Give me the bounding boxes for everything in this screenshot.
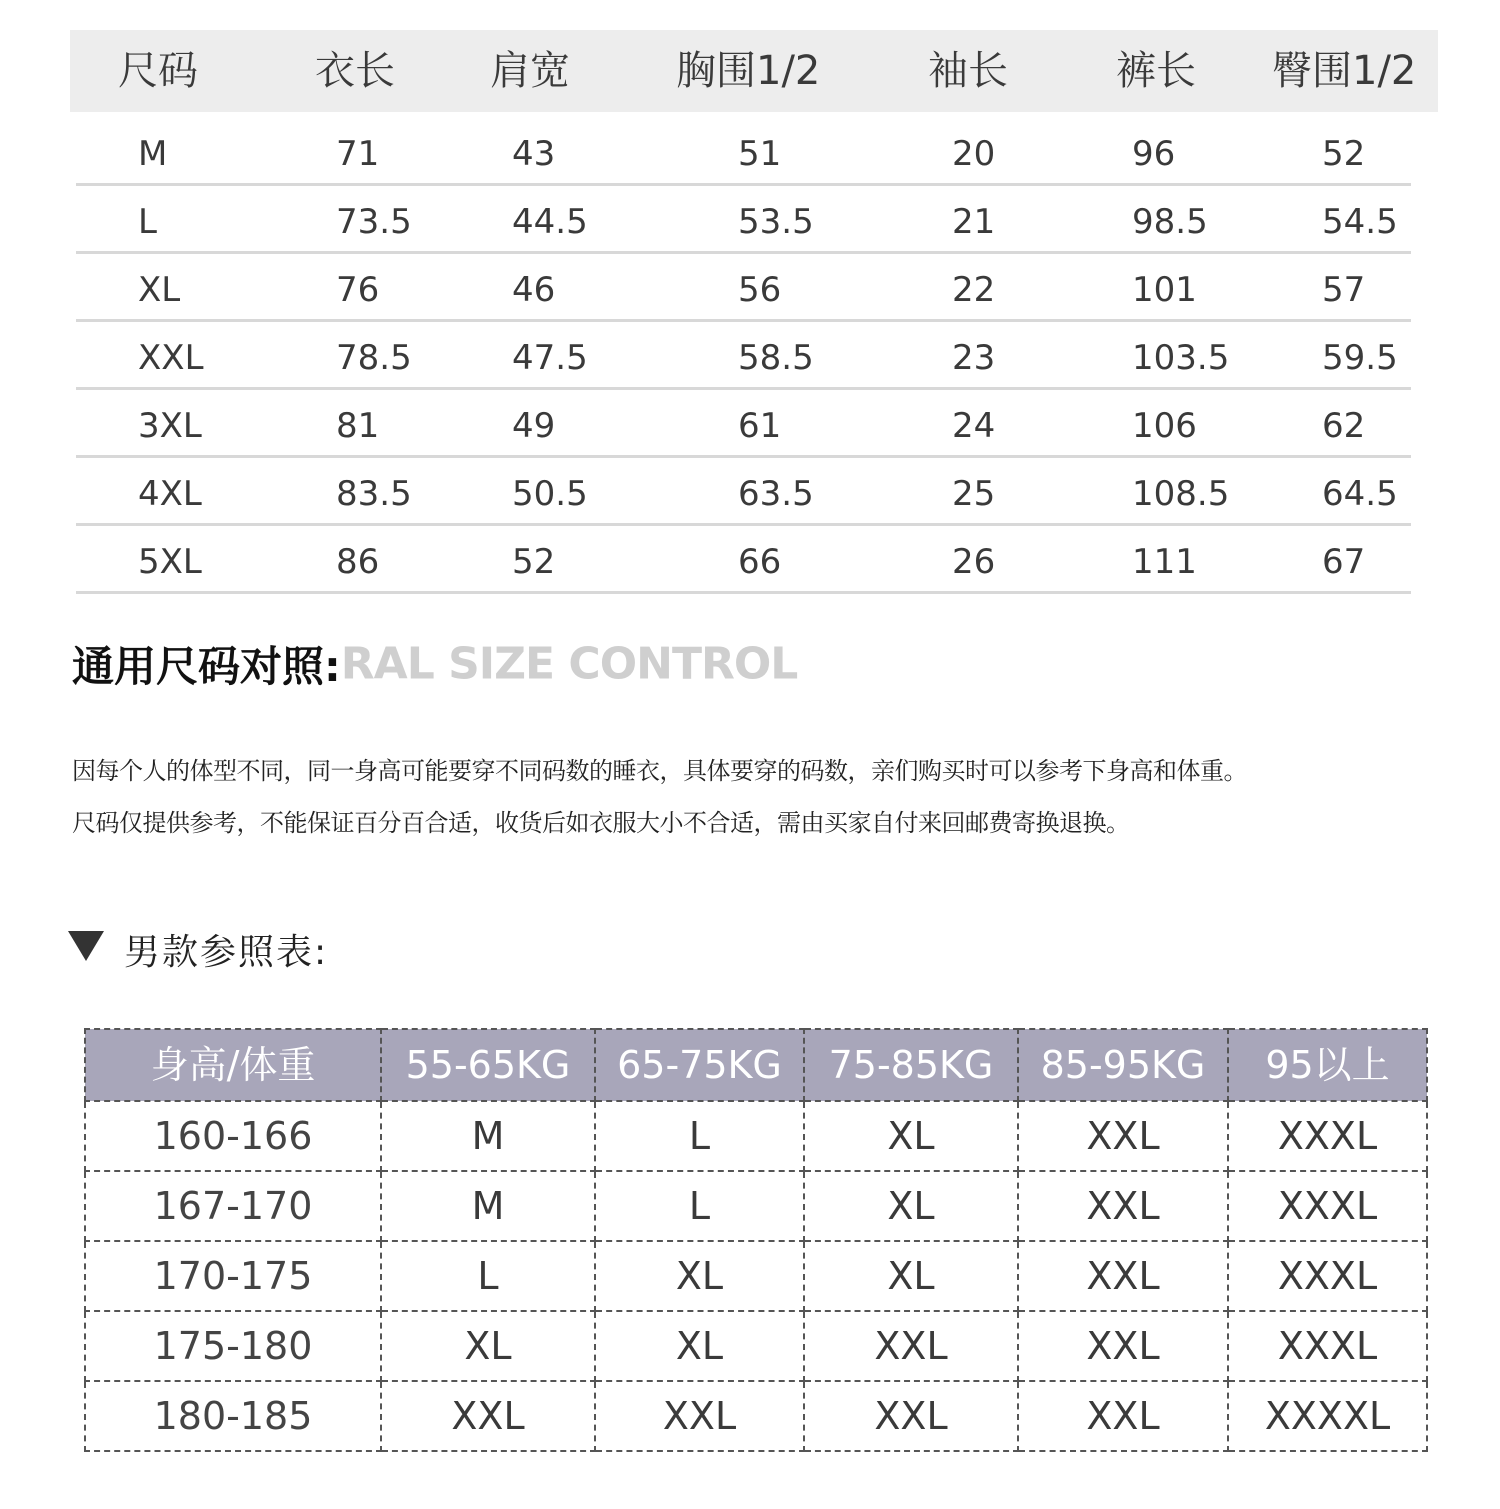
cell-size: XXL [381,1381,595,1451]
men-reference-label: 男款参照表: [124,932,329,973]
cell-height: 180-185 [85,1381,381,1451]
table-row [85,1241,1427,1311]
cell-half-hip: 67 [1322,542,1366,582]
note-line-2: 尺码仅提供参考，不能保证百分百合适，收货后如衣服大小不合适，需由买家自付来回邮费寄换退换。 [72,809,1130,837]
men-reference-heading [68,924,328,980]
cell-shoulder: 52 [512,542,556,582]
header-sleeve: 袖长 [928,48,1008,94]
triangle-down-icon [68,931,104,961]
cell-size: M [381,1101,595,1171]
cell-pants-length: 101 [1132,270,1197,310]
header-pants-length: 裤长 [1116,48,1196,94]
cell-size: L [595,1101,804,1171]
header-half-hip: 臀围1/2 [1272,48,1417,94]
cell-pants-length: 96 [1132,134,1176,174]
table-header-row [85,1029,1427,1101]
cell-size: 3XL [138,406,202,446]
cell-half-hip: 52 [1322,134,1366,174]
cell-length: 76 [336,270,380,310]
cell-size: XXXXL [1228,1381,1427,1451]
table-row [76,254,1411,322]
table-row [85,1311,1427,1381]
cell-shoulder: 44.5 [512,202,588,242]
cell-shoulder: 47.5 [512,338,588,378]
cell-sleeve: 23 [952,338,996,378]
cell-half-hip: 54.5 [1322,202,1398,242]
cell-size: XXL [1018,1171,1228,1241]
table-row [76,322,1411,390]
cell-size: L [138,202,157,242]
cell-size: 4XL [138,474,202,514]
cell-sleeve: 26 [952,542,996,582]
cell-half-chest: 63.5 [738,474,814,514]
cell-size: XXL [804,1381,1018,1451]
cell-pants-length: 108.5 [1132,474,1230,514]
cell-size: XL [804,1101,1018,1171]
header-size: 尺码 [118,48,198,94]
cell-size: XXL [595,1381,804,1451]
cell-half-chest: 53.5 [738,202,814,242]
cell-pants-length: 111 [1132,542,1197,582]
table-row [76,186,1411,254]
cell-size: XXXL [1228,1171,1427,1241]
table-row [85,1101,1427,1171]
header-height-weight: 身高/体重 [85,1029,381,1101]
table-row [85,1381,1427,1451]
table-row [85,1171,1427,1241]
cell-length: 73.5 [336,202,412,242]
cell-shoulder: 49 [512,406,556,446]
cell-size: XXL [1018,1311,1228,1381]
cell-half-chest: 58.5 [738,338,814,378]
general-size-title-cn: 通用尺码对照: [72,642,341,691]
header-weight-85-95: 85-95KG [1018,1029,1228,1101]
cell-half-chest: 61 [738,406,782,446]
cell-half-hip: 59.5 [1322,338,1398,378]
general-size-title [72,634,797,698]
size-notes [72,745,1492,849]
header-shoulder: 肩宽 [490,48,570,94]
header-length: 衣长 [315,48,395,94]
header-half-chest: 胸围1/2 [676,48,821,94]
cell-pants-length: 103.5 [1132,338,1230,378]
header-weight-95-plus: 95以上 [1228,1029,1427,1101]
size-chart-header [70,30,1438,112]
table-row [76,390,1411,458]
cell-size: L [595,1171,804,1241]
cell-size: M [138,134,168,174]
cell-height: 160-166 [85,1101,381,1171]
cell-height: 167-170 [85,1171,381,1241]
cell-size: XL [381,1311,595,1381]
table-row [76,526,1411,594]
cell-size: XL [595,1241,804,1311]
table-row [76,118,1411,186]
cell-size: XXL [804,1311,1018,1381]
cell-size: XXL [1018,1101,1228,1171]
cell-size: XXL [138,338,204,378]
cell-half-chest: 56 [738,270,782,310]
header-weight-65-75: 65-75KG [595,1029,804,1101]
header-weight-75-85: 75-85KG [804,1029,1018,1101]
cell-sleeve: 25 [952,474,996,514]
cell-length: 83.5 [336,474,412,514]
cell-height: 175-180 [85,1311,381,1381]
cell-half-chest: 66 [738,542,782,582]
cell-length: 86 [336,542,380,582]
cell-size: XL [138,270,181,310]
cell-height: 170-175 [85,1241,381,1311]
cell-size: XXXL [1228,1311,1427,1381]
cell-pants-length: 98.5 [1132,202,1208,242]
cell-size: XL [804,1171,1018,1241]
cell-length: 81 [336,406,380,446]
cell-length: 78.5 [336,338,412,378]
cell-sleeve: 20 [952,134,996,174]
cell-half-hip: 62 [1322,406,1366,446]
cell-size: L [381,1241,595,1311]
cell-half-hip: 57 [1322,270,1366,310]
cell-size: XXL [1018,1381,1228,1451]
cell-half-chest: 51 [738,134,782,174]
cell-size: XXXL [1228,1101,1427,1171]
cell-size: XL [595,1311,804,1381]
cell-shoulder: 46 [512,270,556,310]
cell-length: 71 [336,134,380,174]
cell-size: 5XL [138,542,202,582]
header-weight-55-65: 55-65KG [381,1029,595,1101]
note-line-1: 因每个人的体型不同，同一身高可能要穿不同码数的睡衣，具体要穿的码数，亲们购买时可以参考下身高和体重。 [72,757,1247,785]
cell-size: XXL [1018,1241,1228,1311]
cell-sleeve: 24 [952,406,996,446]
cell-sleeve: 22 [952,270,996,310]
general-size-title-en: RAL SIZE CONTROL [340,638,798,690]
cell-pants-length: 106 [1132,406,1197,446]
cell-shoulder: 50.5 [512,474,588,514]
cell-sleeve: 21 [952,202,996,242]
cell-size: XXXL [1228,1241,1427,1311]
size-chart-body [76,118,1411,594]
size-chart-table [70,30,1438,582]
cell-half-hip: 64.5 [1322,474,1398,514]
cell-size: M [381,1171,595,1241]
cell-shoulder: 43 [512,134,556,174]
men-reference-table [84,1028,1428,1452]
table-row [76,458,1411,526]
cell-size: XL [804,1241,1018,1311]
